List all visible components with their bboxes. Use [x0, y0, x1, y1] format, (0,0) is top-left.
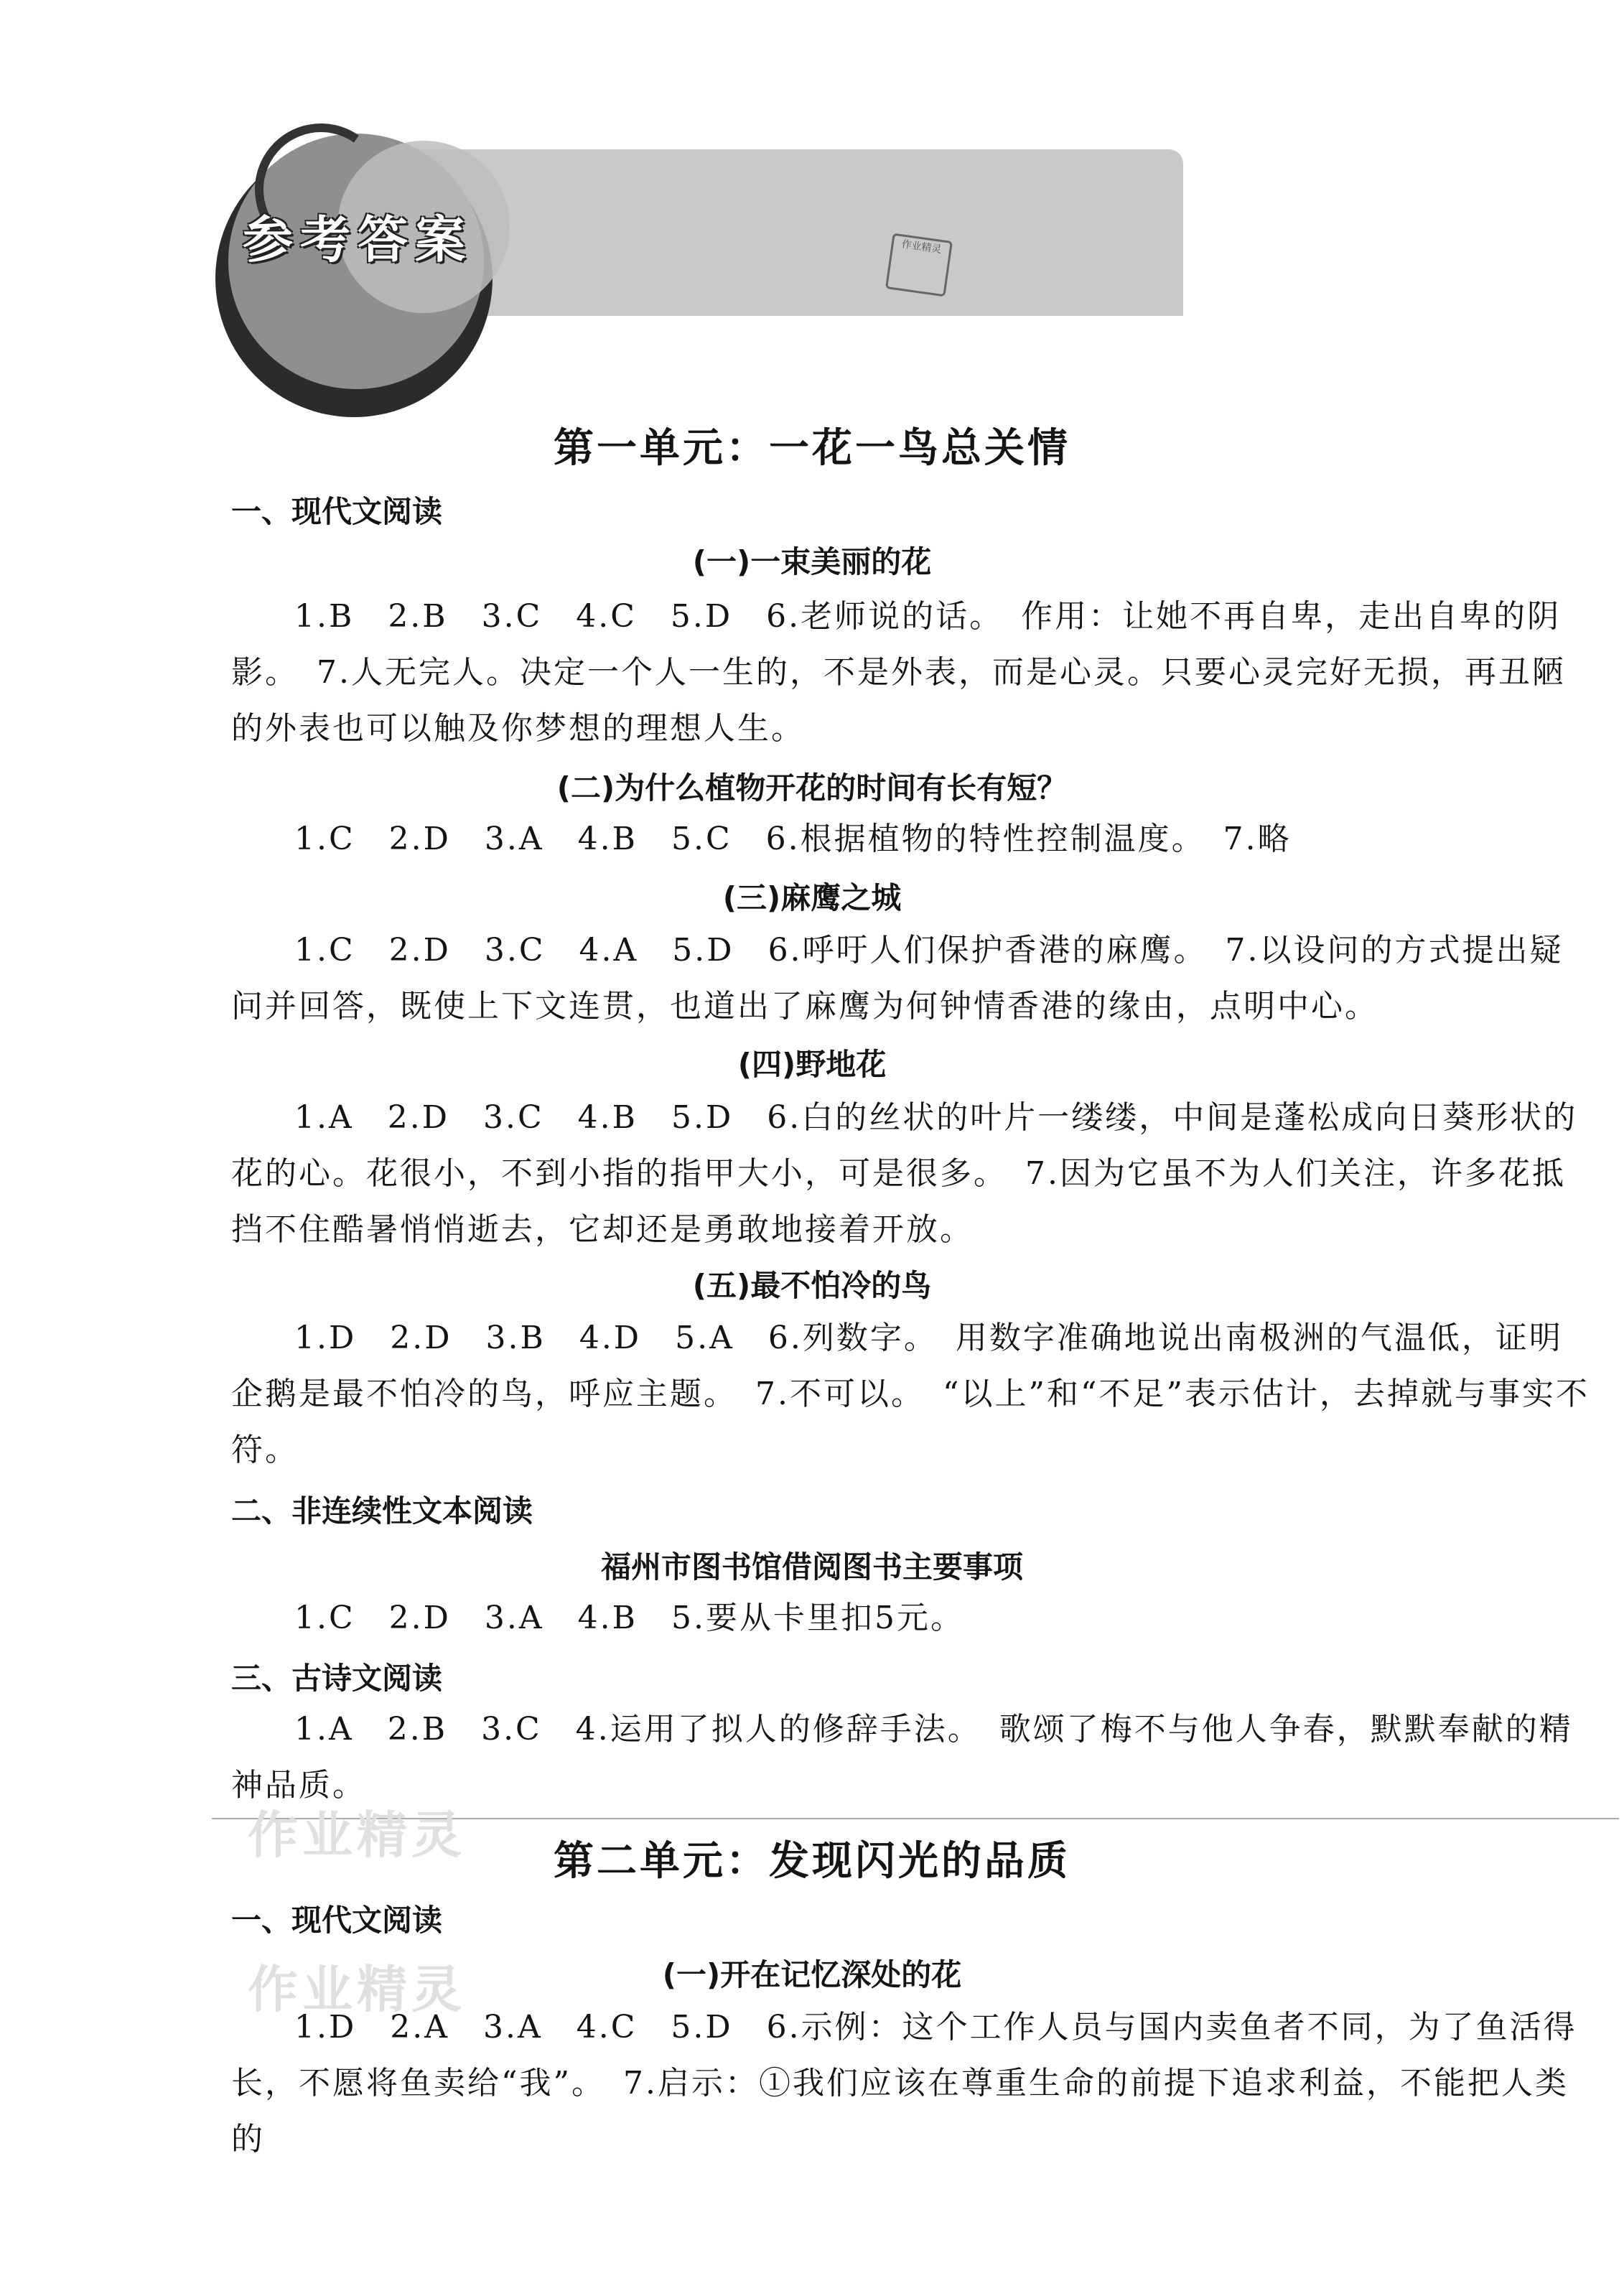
page-title: 参考答案: [243, 210, 472, 269]
passage-title: (五)最不怕冷的鸟: [692, 1268, 932, 1303]
answer-text: 1.D 2.D 3.B 4.D 5.A 6.列数字。 用数字准确地说出南极洲的气温低，证明企鹅是最不怕冷的鸟，呼应主题。 7.不可以。 “以上”和“不足”表示估计，去掉就与事实不符。: [231, 1320, 1590, 1468]
passage-title: (一)一束美丽的花: [692, 544, 932, 579]
passage-title: (三)麻鹰之城: [722, 880, 902, 915]
section-heading: 三、古诗文阅读: [231, 1661, 443, 1696]
unit-title: 第一单元：一花一鸟总关情: [554, 424, 1070, 472]
stamp-icon: 作业精灵: [885, 233, 953, 297]
watermark: 作业精灵: [248, 1960, 466, 2019]
watermark: 作业精灵: [248, 1806, 466, 1865]
passage-title: (二)为什么植物开花的时间有长有短？: [556, 770, 1068, 806]
section-heading: 一、现代文阅读: [231, 1903, 443, 1938]
answer-text: 1.C 2.D 3.C 4.A 5.D 6.呼吁人们保护香港的麻鹰。 7.以设问的方式提出疑问并回答，既使上下文连贯，也道出了麻鹰为何钟情香港的缘由，点明中心。: [231, 932, 1564, 1025]
passage-title: (一)开在记忆深处的花: [662, 1957, 962, 1992]
answer-text: 1.C 2.D 3.A 4.B 5.C 6.根据植物的特性控制温度。 7.略: [294, 821, 1292, 857]
answer-text: 1.A 2.D 3.C 4.B 5.D 6.白的丝状的叶片一缕缕，中间是蓬松成向日葵形状的花的心。花很小，不到小指的指甲大小，可是很多。 7.因为它虽不为人们关注，许多花抵挡不住酷暑悄悄逝去，它却还是勇敢地接着开放。: [231, 1099, 1578, 1248]
passage-title: (四)野地花: [737, 1047, 887, 1082]
passage-title: 福州市图书馆借阅图书主要事项: [600, 1549, 1023, 1585]
answer-text: 1.C 2.D 3.A 4.B 5.要从卡里扣5元。: [294, 1600, 964, 1636]
answer-text: 1.B 2.B 3.C 4.C 5.D 6.老师说的话。 作用：让她不再自卑，走出自卑的阴影。 7.人无完人。决定一个人一生的，不是外表，而是心灵。只要心灵完好无损，再丑陋的外表也可以触及你梦想的理想人生。: [231, 598, 1566, 747]
section-heading: 二、非连续性文本阅读: [231, 1493, 533, 1529]
section-heading: 一、现代文阅读: [231, 494, 443, 529]
unit-title: 第二单元：发现闪光的品质: [554, 1837, 1070, 1885]
answer-text: 1.A 2.B 3.C 4.运用了拟人的修辞手法。 歌颂了梅不与他人争春，默默奉献的精神品质。: [231, 1711, 1573, 1804]
answer-text: 1.D 2.A 3.A 4.C 5.D 6.示例：这个工作人员与国内卖鱼者不同，为了鱼活得长，不愿将鱼卖给“我”。 7.启示：①我们应该在尊重生命的前提下追求利益，不能把人类的: [231, 2009, 1577, 2157]
